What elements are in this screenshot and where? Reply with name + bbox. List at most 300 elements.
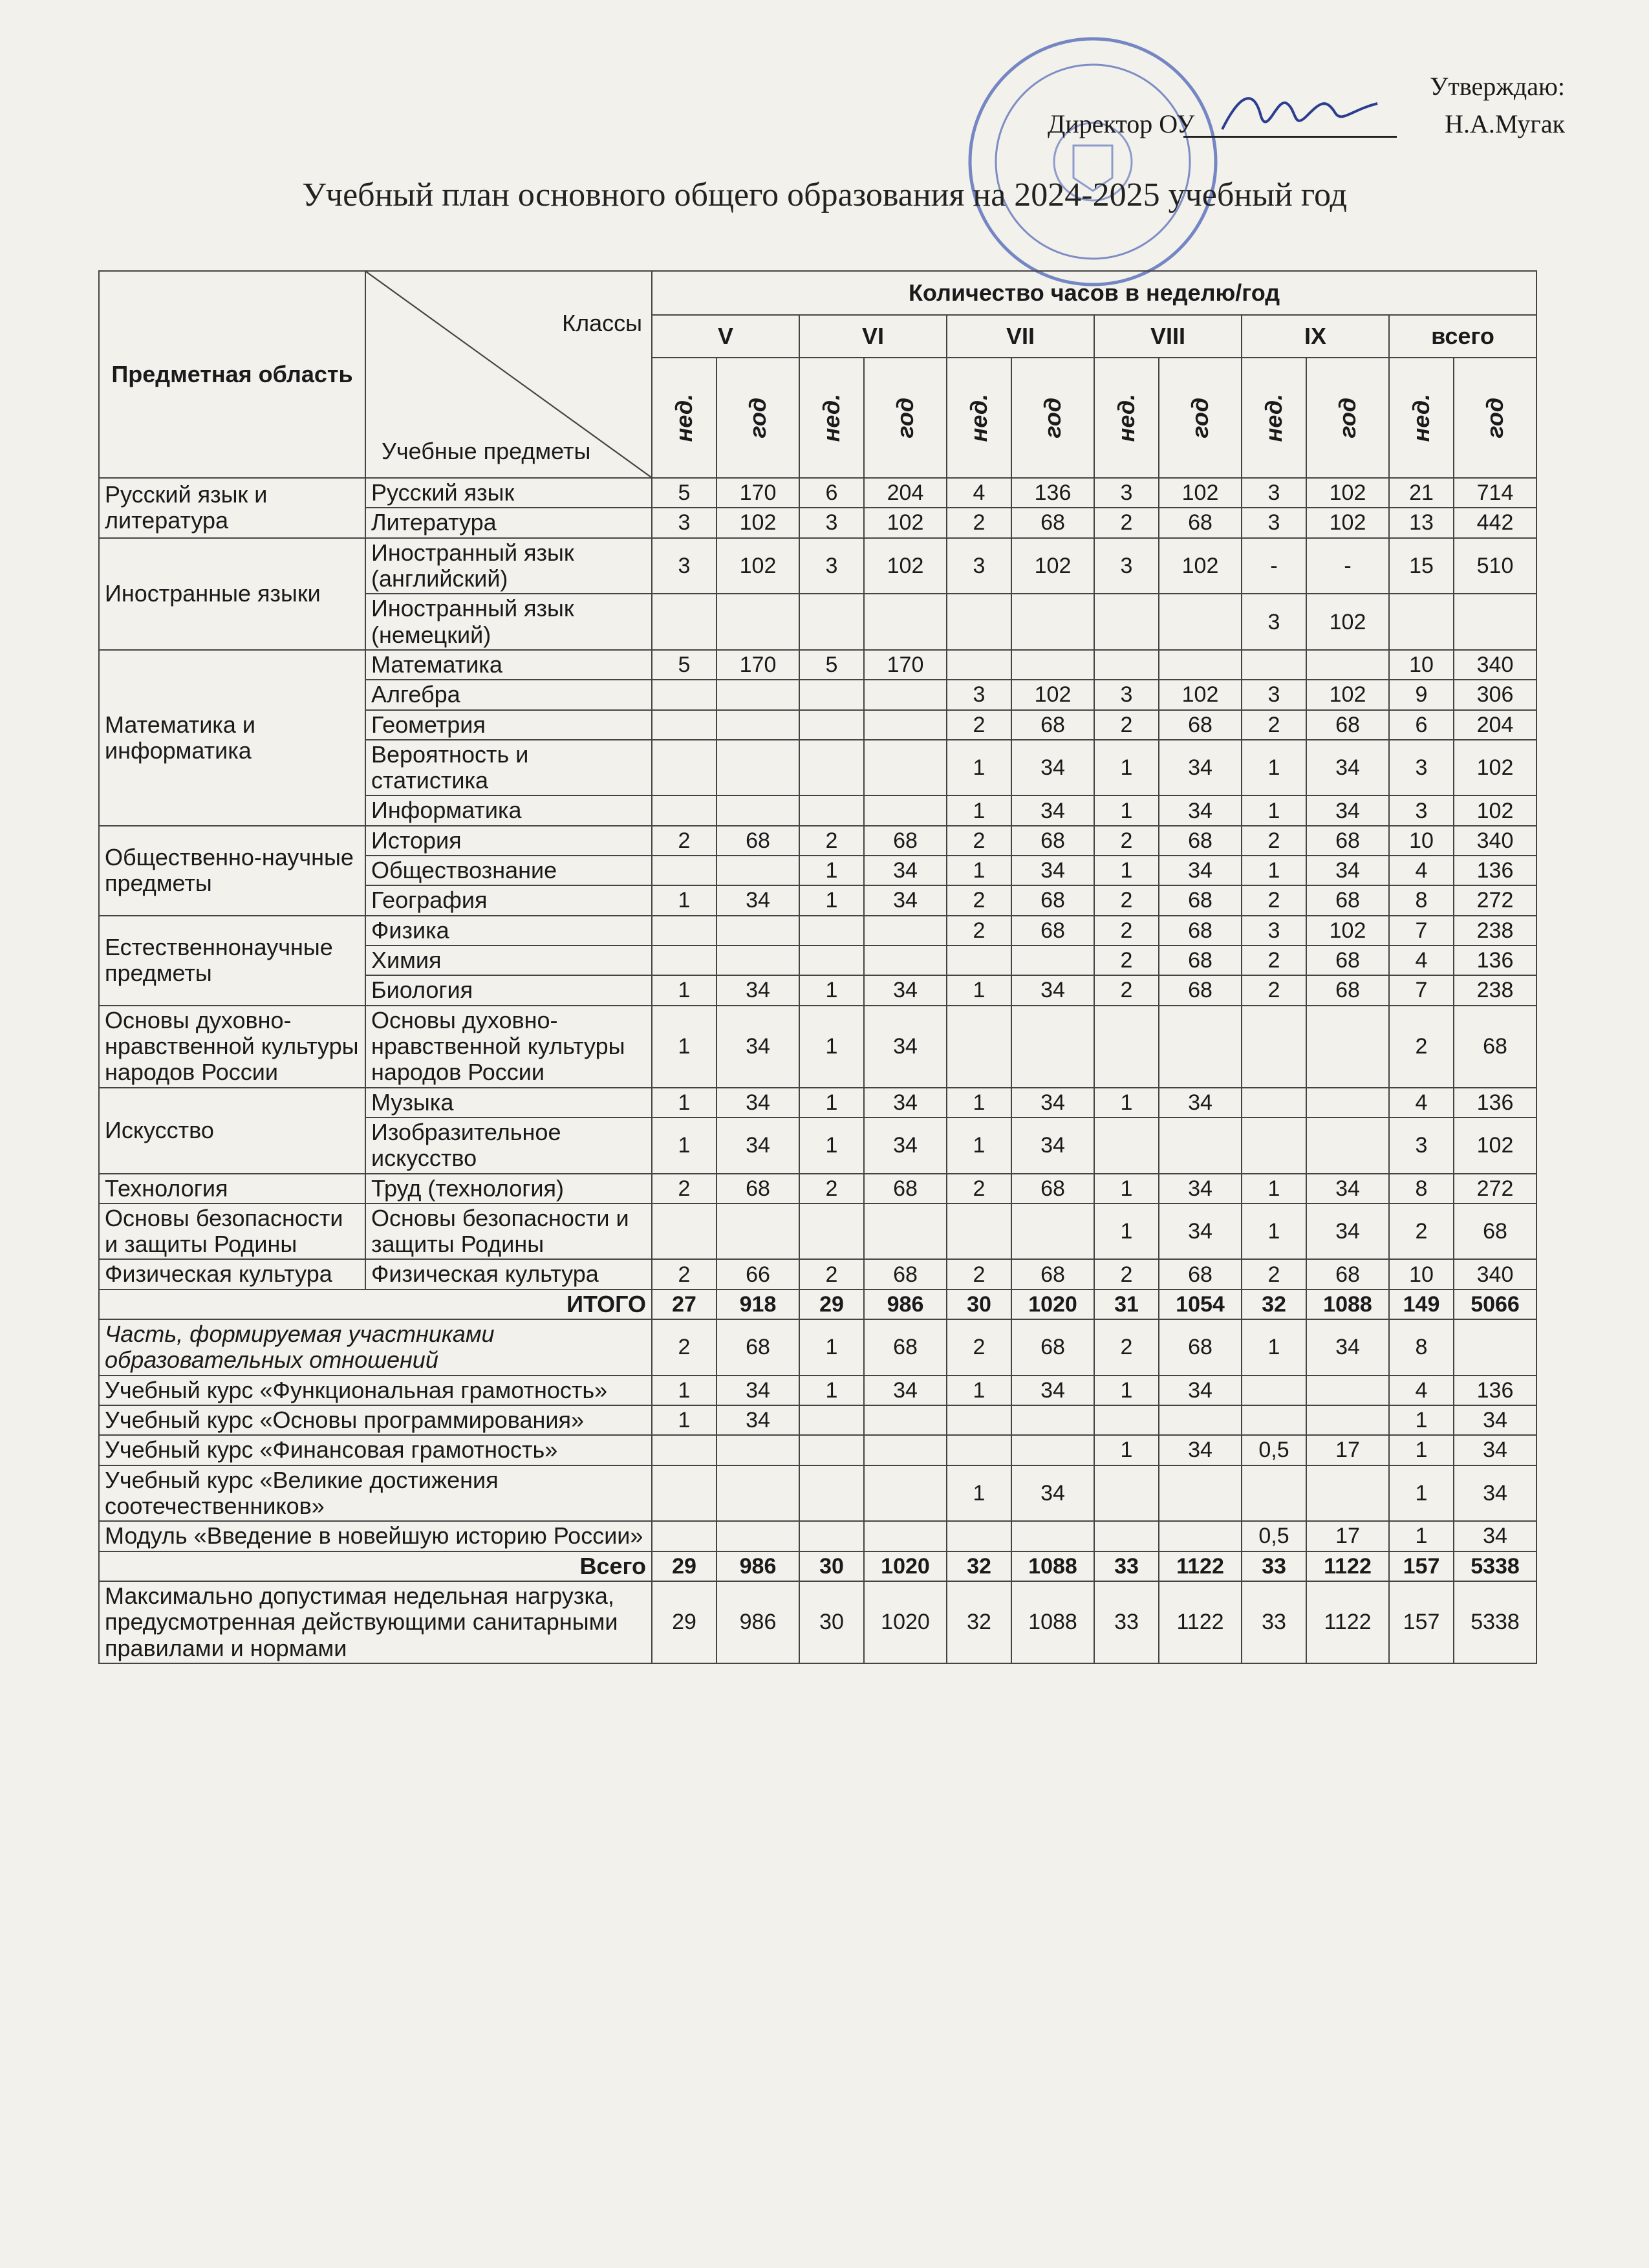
week-unit-header: [947, 358, 1011, 478]
value-cell: [799, 1465, 864, 1522]
value-cell: [1011, 1521, 1094, 1551]
value-cell: 9: [1389, 680, 1454, 709]
value-cell: 34: [717, 1088, 799, 1118]
value-cell: [1159, 1465, 1242, 1522]
value-cell: 3: [1242, 508, 1306, 537]
value-cell: 170: [717, 650, 799, 680]
value-cell: 2: [1242, 945, 1306, 975]
value-cell: 1020: [864, 1551, 947, 1581]
value-cell: 34: [864, 856, 947, 885]
value-cell: 34: [717, 885, 799, 915]
value-cell: 306: [1454, 680, 1536, 709]
value-cell: [717, 740, 799, 796]
value-cell: 3: [652, 538, 717, 594]
subject-area-cell: Технология: [99, 1174, 365, 1204]
value-cell: 1: [947, 856, 1011, 885]
subject-name-cell: Информатика: [365, 795, 652, 825]
value-cell: 1: [1389, 1465, 1454, 1522]
value-cell: 102: [1306, 508, 1389, 537]
value-cell: [1094, 1521, 1159, 1551]
value-cell: [1306, 1118, 1389, 1174]
value-cell: 33: [1094, 1551, 1159, 1581]
value-cell: 1: [1242, 740, 1306, 796]
value-cell: 34: [717, 975, 799, 1005]
value-cell: 1: [1242, 1204, 1306, 1260]
unit-label: год: [744, 397, 771, 438]
value-cell: [1011, 1006, 1094, 1088]
value-cell: 1: [947, 1088, 1011, 1118]
value-cell: 1088: [1011, 1551, 1094, 1581]
subject-name-cell: Биология: [365, 975, 652, 1005]
value-cell: 1: [1094, 740, 1159, 796]
value-cell: 5: [652, 650, 717, 680]
value-cell: [1159, 650, 1242, 680]
value-cell: [947, 1405, 1011, 1435]
value-cell: 34: [1306, 1204, 1389, 1260]
value-cell: [1011, 945, 1094, 975]
value-cell: 68: [1454, 1006, 1536, 1088]
value-cell: 2: [652, 1174, 717, 1204]
value-cell: 17: [1306, 1435, 1389, 1465]
value-cell: [717, 856, 799, 885]
subject-row: [99, 826, 1536, 856]
value-cell: 68: [1454, 1204, 1536, 1260]
value-cell: 32: [947, 1581, 1011, 1663]
unit-label: нед.: [817, 393, 845, 442]
value-cell: 1: [1242, 795, 1306, 825]
value-cell: 3: [1242, 916, 1306, 945]
value-cell: 5338: [1454, 1551, 1536, 1581]
value-cell: 10: [1389, 1259, 1454, 1289]
elective-label: Учебный курс «Великие достижения соотечественников»: [99, 1465, 652, 1522]
value-cell: 68: [717, 1319, 799, 1376]
value-cell: [717, 710, 799, 740]
value-cell: 3: [1389, 795, 1454, 825]
value-cell: 5: [799, 650, 864, 680]
value-cell: 102: [1306, 594, 1389, 650]
value-cell: 2: [1389, 1006, 1454, 1088]
value-cell: [799, 594, 864, 650]
subject-name-cell: История: [365, 826, 652, 856]
value-cell: 34: [864, 1088, 947, 1118]
value-cell: 2: [1094, 826, 1159, 856]
value-cell: 2: [1094, 885, 1159, 915]
value-cell: 1122: [1306, 1551, 1389, 1581]
unit-label: нед.: [1407, 393, 1434, 442]
value-cell: 2: [947, 508, 1011, 537]
value-cell: [717, 1435, 799, 1465]
value-cell: 3: [1389, 1118, 1454, 1174]
value-cell: 29: [652, 1551, 717, 1581]
value-cell: 157: [1389, 1551, 1454, 1581]
value-cell: 68: [1306, 1259, 1389, 1289]
value-cell: -: [1242, 538, 1306, 594]
value-cell: [1242, 1376, 1306, 1405]
value-cell: [1011, 1435, 1094, 1465]
value-cell: 68: [717, 1174, 799, 1204]
table-header: [99, 271, 1536, 478]
grade-header: VIII: [1094, 315, 1242, 358]
value-cell: [947, 1435, 1011, 1465]
subject-area-cell: Основы безопасности и защиты Родины: [99, 1204, 365, 1260]
value-cell: 30: [799, 1551, 864, 1581]
value-cell: 3: [799, 508, 864, 537]
value-cell: 34: [1011, 740, 1094, 796]
value-cell: 1020: [864, 1581, 947, 1663]
value-cell: 30: [947, 1290, 1011, 1319]
value-cell: 2: [1242, 710, 1306, 740]
subject-row: [99, 650, 1536, 680]
value-cell: [1306, 1405, 1389, 1435]
value-cell: 33: [1242, 1581, 1306, 1663]
year-unit-header: [864, 358, 947, 478]
value-cell: [652, 1435, 717, 1465]
value-cell: 2: [1242, 885, 1306, 915]
value-cell: 1020: [1011, 1290, 1094, 1319]
value-cell: 1: [1389, 1405, 1454, 1435]
value-cell: 34: [717, 1118, 799, 1174]
value-cell: 1: [652, 975, 717, 1005]
subject-name-cell: Математика: [365, 650, 652, 680]
value-cell: 68: [1159, 1259, 1242, 1289]
value-cell: 68: [1159, 826, 1242, 856]
value-cell: 34: [1159, 1174, 1242, 1204]
value-cell: [652, 594, 717, 650]
value-cell: 1: [799, 1088, 864, 1118]
value-cell: [864, 1405, 947, 1435]
value-cell: 1: [1389, 1521, 1454, 1551]
value-cell: [799, 945, 864, 975]
week-unit-header: [1242, 358, 1306, 478]
subject-name-cell: Обществознание: [365, 856, 652, 885]
value-cell: [652, 795, 717, 825]
value-cell: [799, 1521, 864, 1551]
subject-row: [99, 538, 1536, 594]
value-cell: 33: [1094, 1581, 1159, 1663]
value-cell: [1094, 594, 1159, 650]
value-cell: 204: [864, 478, 947, 508]
value-cell: [864, 795, 947, 825]
value-cell: 68: [1159, 916, 1242, 945]
elective-row: [99, 1465, 1536, 1522]
value-cell: 34: [1454, 1521, 1536, 1551]
value-cell: 68: [1011, 508, 1094, 537]
elective-row: [99, 1376, 1536, 1405]
value-cell: 34: [1159, 1435, 1242, 1465]
value-cell: [799, 1204, 864, 1260]
value-cell: 1: [799, 885, 864, 915]
value-cell: 442: [1454, 508, 1536, 537]
value-cell: 68: [864, 1174, 947, 1204]
value-cell: 1: [1094, 1435, 1159, 1465]
value-cell: 3: [1389, 740, 1454, 796]
value-cell: 102: [1011, 538, 1094, 594]
value-cell: 510: [1454, 538, 1536, 594]
value-cell: 34: [1306, 1174, 1389, 1204]
subject-name-cell: Физика: [365, 916, 652, 945]
value-cell: 3: [1242, 680, 1306, 709]
value-cell: [1242, 1465, 1306, 1522]
value-cell: 1: [1094, 1376, 1159, 1405]
value-cell: 2: [947, 916, 1011, 945]
subject-row: [99, 478, 1536, 508]
value-cell: 102: [1306, 478, 1389, 508]
value-cell: -: [1306, 538, 1389, 594]
value-cell: 68: [1159, 508, 1242, 537]
year-unit-header: [717, 358, 799, 478]
value-cell: 32: [947, 1551, 1011, 1581]
grade-header: VII: [947, 315, 1094, 358]
elective-label: Часть, формируемая участниками образовательных отношений: [99, 1319, 652, 1376]
subject-area-header: Предметная область: [99, 271, 365, 478]
value-cell: [1159, 1006, 1242, 1088]
value-cell: 136: [1011, 478, 1094, 508]
elective-label: Учебный курс «Функциональная грамотность»: [99, 1376, 652, 1405]
value-cell: 1: [652, 1006, 717, 1088]
value-cell: 0,5: [1242, 1435, 1306, 1465]
value-cell: [864, 1521, 947, 1551]
value-cell: [864, 916, 947, 945]
subject-row: [99, 1204, 1536, 1260]
value-cell: 1: [1094, 1204, 1159, 1260]
value-cell: 68: [1159, 710, 1242, 740]
value-cell: 102: [717, 508, 799, 537]
value-cell: 2: [1094, 975, 1159, 1005]
value-cell: 2: [1094, 1319, 1159, 1376]
value-cell: [1389, 594, 1454, 650]
value-cell: [652, 856, 717, 885]
value-cell: 34: [1011, 795, 1094, 825]
subject-name-cell: Изобразительное искусство: [365, 1118, 652, 1174]
value-cell: 34: [864, 1006, 947, 1088]
value-cell: 102: [1306, 916, 1389, 945]
value-cell: 34: [1011, 856, 1094, 885]
value-cell: 68: [1011, 1174, 1094, 1204]
value-cell: 8: [1389, 1174, 1454, 1204]
value-cell: 1: [1094, 1174, 1159, 1204]
value-cell: 4: [947, 478, 1011, 508]
value-cell: 68: [1306, 826, 1389, 856]
value-cell: 3: [1242, 594, 1306, 650]
value-cell: 986: [864, 1290, 947, 1319]
value-cell: [799, 1405, 864, 1435]
subject-name-cell: Основы безопасности и защиты Родины: [365, 1204, 652, 1260]
value-cell: 272: [1454, 885, 1536, 915]
value-cell: 34: [1159, 795, 1242, 825]
value-cell: 68: [1011, 916, 1094, 945]
value-cell: [1094, 1118, 1159, 1174]
value-cell: [864, 945, 947, 975]
value-cell: 34: [1306, 795, 1389, 825]
value-cell: 68: [1159, 975, 1242, 1005]
value-cell: [1094, 1006, 1159, 1088]
value-cell: 32: [1242, 1290, 1306, 1319]
value-cell: 2: [1094, 710, 1159, 740]
value-cell: 29: [799, 1290, 864, 1319]
value-cell: 1: [799, 1006, 864, 1088]
value-cell: 149: [1389, 1290, 1454, 1319]
value-cell: 34: [864, 1118, 947, 1174]
value-cell: 68: [1159, 945, 1242, 975]
value-cell: [864, 740, 947, 796]
value-cell: 1: [1094, 1088, 1159, 1118]
value-cell: 68: [1011, 710, 1094, 740]
director-label: Директор ОУ: [1048, 109, 1195, 138]
page-title: Учебный план основного общего образования на 2024-2025 учебный год: [302, 177, 1347, 213]
value-cell: 7: [1389, 916, 1454, 945]
value-cell: 1: [652, 1376, 717, 1405]
value-cell: 2: [947, 885, 1011, 915]
value-cell: 2: [1094, 1259, 1159, 1289]
value-cell: [652, 916, 717, 945]
value-cell: 2: [652, 1259, 717, 1289]
value-cell: [1306, 1376, 1389, 1405]
value-cell: 1: [947, 740, 1011, 796]
value-cell: [864, 1435, 947, 1465]
value-cell: 68: [717, 826, 799, 856]
value-cell: 1: [1389, 1435, 1454, 1465]
value-cell: 238: [1454, 916, 1536, 945]
value-cell: 2: [799, 826, 864, 856]
value-cell: [947, 594, 1011, 650]
subject-area-cell: Русский язык и литература: [99, 478, 365, 538]
value-cell: [1242, 650, 1306, 680]
value-cell: 4: [1389, 945, 1454, 975]
subject-area-cell: Математика и информатика: [99, 650, 365, 826]
value-cell: [717, 680, 799, 709]
value-cell: [1306, 1088, 1389, 1118]
value-cell: [799, 916, 864, 945]
value-cell: [1159, 1405, 1242, 1435]
value-cell: [1242, 1405, 1306, 1435]
value-cell: 3: [947, 680, 1011, 709]
value-cell: 34: [1011, 1376, 1094, 1405]
subjects-label: Учебные предметы: [382, 437, 591, 464]
unit-label: год: [1333, 397, 1361, 438]
value-cell: 6: [799, 478, 864, 508]
value-cell: 21: [1389, 478, 1454, 508]
value-cell: [652, 710, 717, 740]
subject-name-cell: Химия: [365, 945, 652, 975]
value-cell: [1306, 650, 1389, 680]
value-cell: 34: [1159, 1204, 1242, 1260]
value-cell: [652, 1465, 717, 1522]
curriculum-table: [98, 270, 1537, 1664]
value-cell: 34: [1159, 856, 1242, 885]
approval-heading: Утверждаю:: [1430, 72, 1565, 101]
value-cell: [1159, 1118, 1242, 1174]
value-cell: 2: [1094, 916, 1159, 945]
subject-name-cell: Труд (технология): [365, 1174, 652, 1204]
value-cell: 13: [1389, 508, 1454, 537]
value-cell: 2: [799, 1259, 864, 1289]
value-cell: 34: [717, 1006, 799, 1088]
unit-label: нед.: [1112, 393, 1139, 442]
unit-label: нед.: [965, 393, 992, 442]
value-cell: 15: [1389, 538, 1454, 594]
value-cell: 340: [1454, 650, 1536, 680]
elective-label: Модуль «Введение в новейшую историю России»: [99, 1521, 652, 1551]
value-cell: 1: [652, 1088, 717, 1118]
value-cell: 1: [1242, 1174, 1306, 1204]
value-cell: 31: [1094, 1290, 1159, 1319]
subject-area-cell: Общественно-научные предметы: [99, 826, 365, 916]
value-cell: [799, 680, 864, 709]
value-cell: 34: [1011, 1118, 1094, 1174]
value-cell: 34: [1159, 1376, 1242, 1405]
value-cell: [1454, 594, 1536, 650]
subject-row: [99, 1006, 1536, 1088]
value-cell: 102: [1454, 1118, 1536, 1174]
value-cell: [1011, 1405, 1094, 1435]
value-cell: 2: [947, 1174, 1011, 1204]
value-cell: [947, 1006, 1011, 1088]
value-cell: 6: [1389, 710, 1454, 740]
value-cell: 986: [717, 1551, 799, 1581]
value-cell: 66: [717, 1259, 799, 1289]
value-cell: 157: [1389, 1581, 1454, 1663]
subject-area-cell: Физическая культура: [99, 1259, 365, 1289]
value-cell: [652, 1521, 717, 1551]
value-cell: 1: [799, 1118, 864, 1174]
value-cell: 1: [652, 885, 717, 915]
value-cell: 34: [864, 975, 947, 1005]
value-cell: 136: [1454, 856, 1536, 885]
value-cell: 340: [1454, 826, 1536, 856]
director-name: Н.А.Мугак: [1445, 109, 1565, 138]
value-cell: 102: [1159, 680, 1242, 709]
value-cell: [1094, 650, 1159, 680]
subject-name-cell: Вероятность и статистика: [365, 740, 652, 796]
value-cell: [1159, 1521, 1242, 1551]
value-cell: 1: [799, 1376, 864, 1405]
value-cell: 1: [947, 1118, 1011, 1174]
value-cell: 68: [1306, 975, 1389, 1005]
classes-subjects-header: [365, 271, 652, 478]
value-cell: 1: [947, 1465, 1011, 1522]
value-cell: 5338: [1454, 1581, 1536, 1663]
value-cell: 5066: [1454, 1290, 1536, 1319]
year-unit-header: [1159, 358, 1242, 478]
week-unit-header: [652, 358, 717, 478]
value-cell: 68: [1159, 1319, 1242, 1376]
value-cell: [1306, 1006, 1389, 1088]
value-cell: 34: [1306, 740, 1389, 796]
grade-header: VI: [799, 315, 947, 358]
value-cell: 68: [1306, 885, 1389, 915]
unit-label: нед.: [670, 393, 697, 442]
grade-header: IX: [1242, 315, 1389, 358]
unit-label: год: [891, 397, 918, 438]
value-cell: 1: [799, 975, 864, 1005]
grade-header: всего: [1389, 315, 1536, 358]
value-cell: [652, 1204, 717, 1260]
value-cell: 1: [1242, 1319, 1306, 1376]
value-cell: 1122: [1159, 1551, 1242, 1581]
value-cell: 986: [717, 1581, 799, 1663]
value-cell: 30: [799, 1581, 864, 1663]
value-cell: [652, 740, 717, 796]
value-cell: 7: [1389, 975, 1454, 1005]
value-cell: 2: [799, 1174, 864, 1204]
subject-name-cell: Алгебра: [365, 680, 652, 709]
value-cell: 3: [799, 538, 864, 594]
value-cell: 34: [1454, 1435, 1536, 1465]
value-cell: [1306, 1465, 1389, 1522]
value-cell: 2: [1242, 975, 1306, 1005]
value-cell: [799, 710, 864, 740]
value-cell: 10: [1389, 826, 1454, 856]
